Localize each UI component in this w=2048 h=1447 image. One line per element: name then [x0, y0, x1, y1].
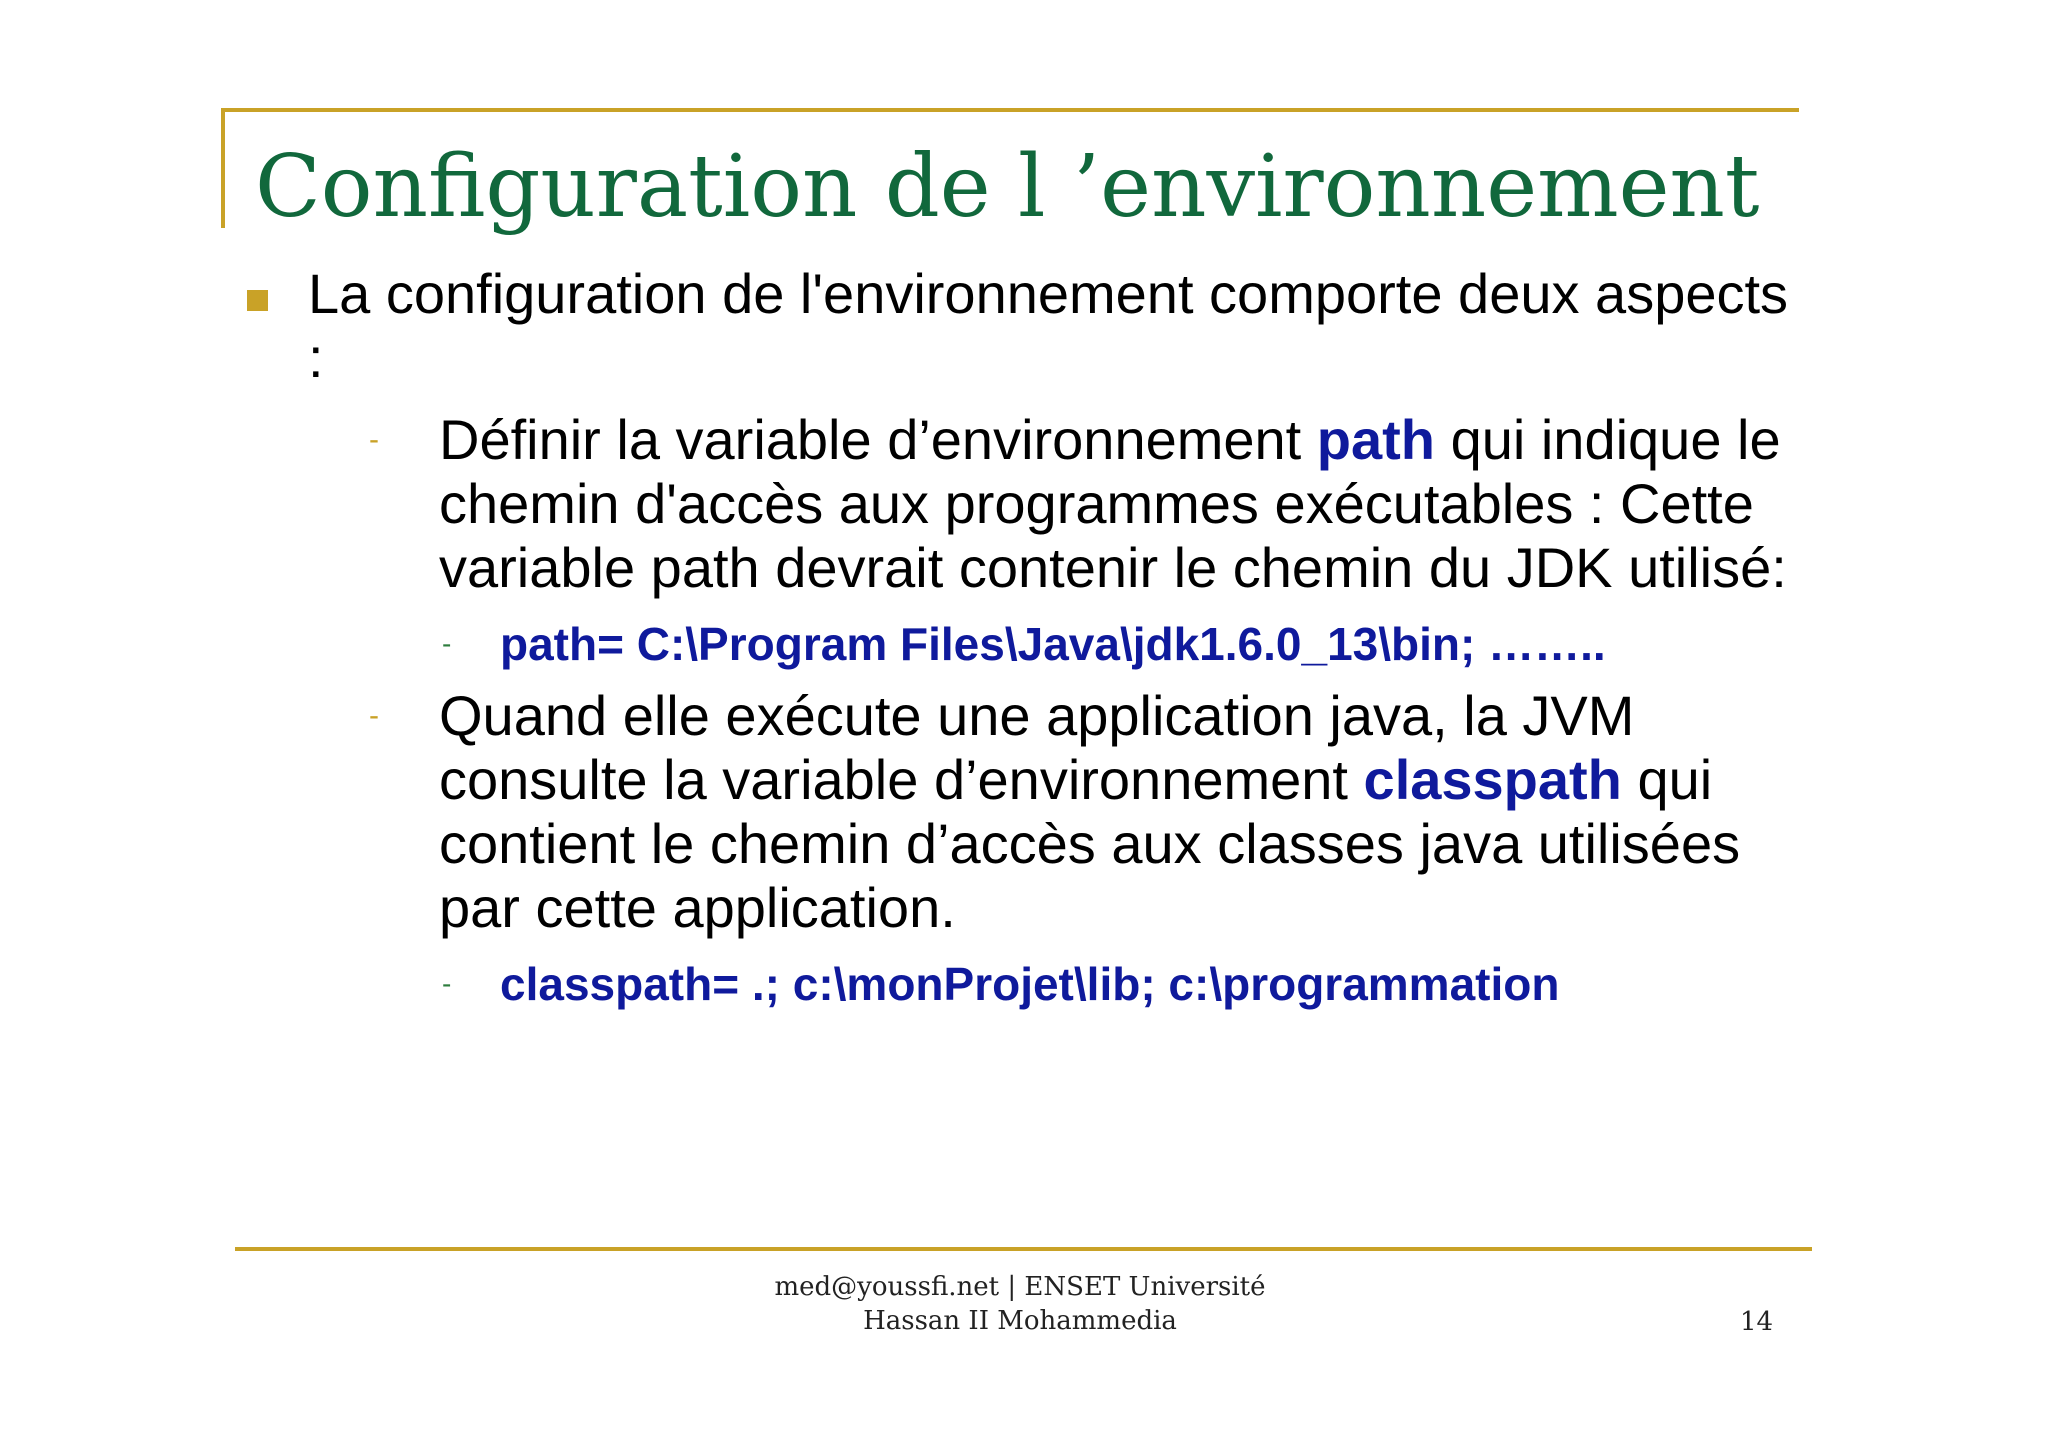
keyword-path: path — [1316, 408, 1436, 471]
bullet-text: La configuration de l'environnement comporte deux aspects : — [308, 262, 1789, 389]
sub-item-path — [369, 408, 1799, 600]
sub-item-text-before: Quand elle exécute une application java, la JVM consulte la variable d’environnement — [439, 684, 1635, 811]
slide-title: Configuration de l ’environnement — [255, 137, 1760, 237]
sub-item-text-after: qui indique le chemin d'accès aux programmes exécutables : Cette variable path devrait contenir le chemin du JDK utilisé: — [439, 408, 1787, 599]
footer — [760, 1270, 1280, 1338]
footer-line-2: Hassan II Mohammedia — [863, 1306, 1177, 1336]
example-path-text: path= C:\Program Files\Java\jdk1.6.0_13\bin; …….. — [500, 618, 1606, 670]
example-classpath — [442, 954, 1800, 1014]
top-rule — [221, 108, 1799, 112]
left-bracket-rule — [221, 108, 225, 228]
sub-item-text-before: Définir la variable d’environnement — [439, 408, 1317, 471]
example-classpath-text: classpath= .; c:\monProjet\lib; c:\programmation — [500, 958, 1560, 1010]
dash-bullet-icon: - — [442, 628, 452, 659]
keyword-classpath: classpath — [1363, 748, 1622, 811]
dash-bullet-icon: - — [369, 699, 379, 732]
sub-item-text-after: qui contient le chemin d’accès aux classes java utilisées par cette application. — [439, 748, 1741, 939]
bullet-item — [240, 262, 1800, 390]
example-path — [442, 614, 1800, 674]
bottom-rule — [235, 1247, 1812, 1251]
square-bullet-icon — [247, 290, 268, 311]
footer-line-1: med@youssfi.net | ENSET Université — [774, 1272, 1266, 1302]
sub-item-classpath — [369, 684, 1799, 940]
slide-content — [240, 262, 1800, 1014]
dash-bullet-icon: - — [369, 423, 379, 456]
dash-bullet-icon: - — [442, 968, 452, 999]
page-number: 14 — [1740, 1307, 1774, 1337]
